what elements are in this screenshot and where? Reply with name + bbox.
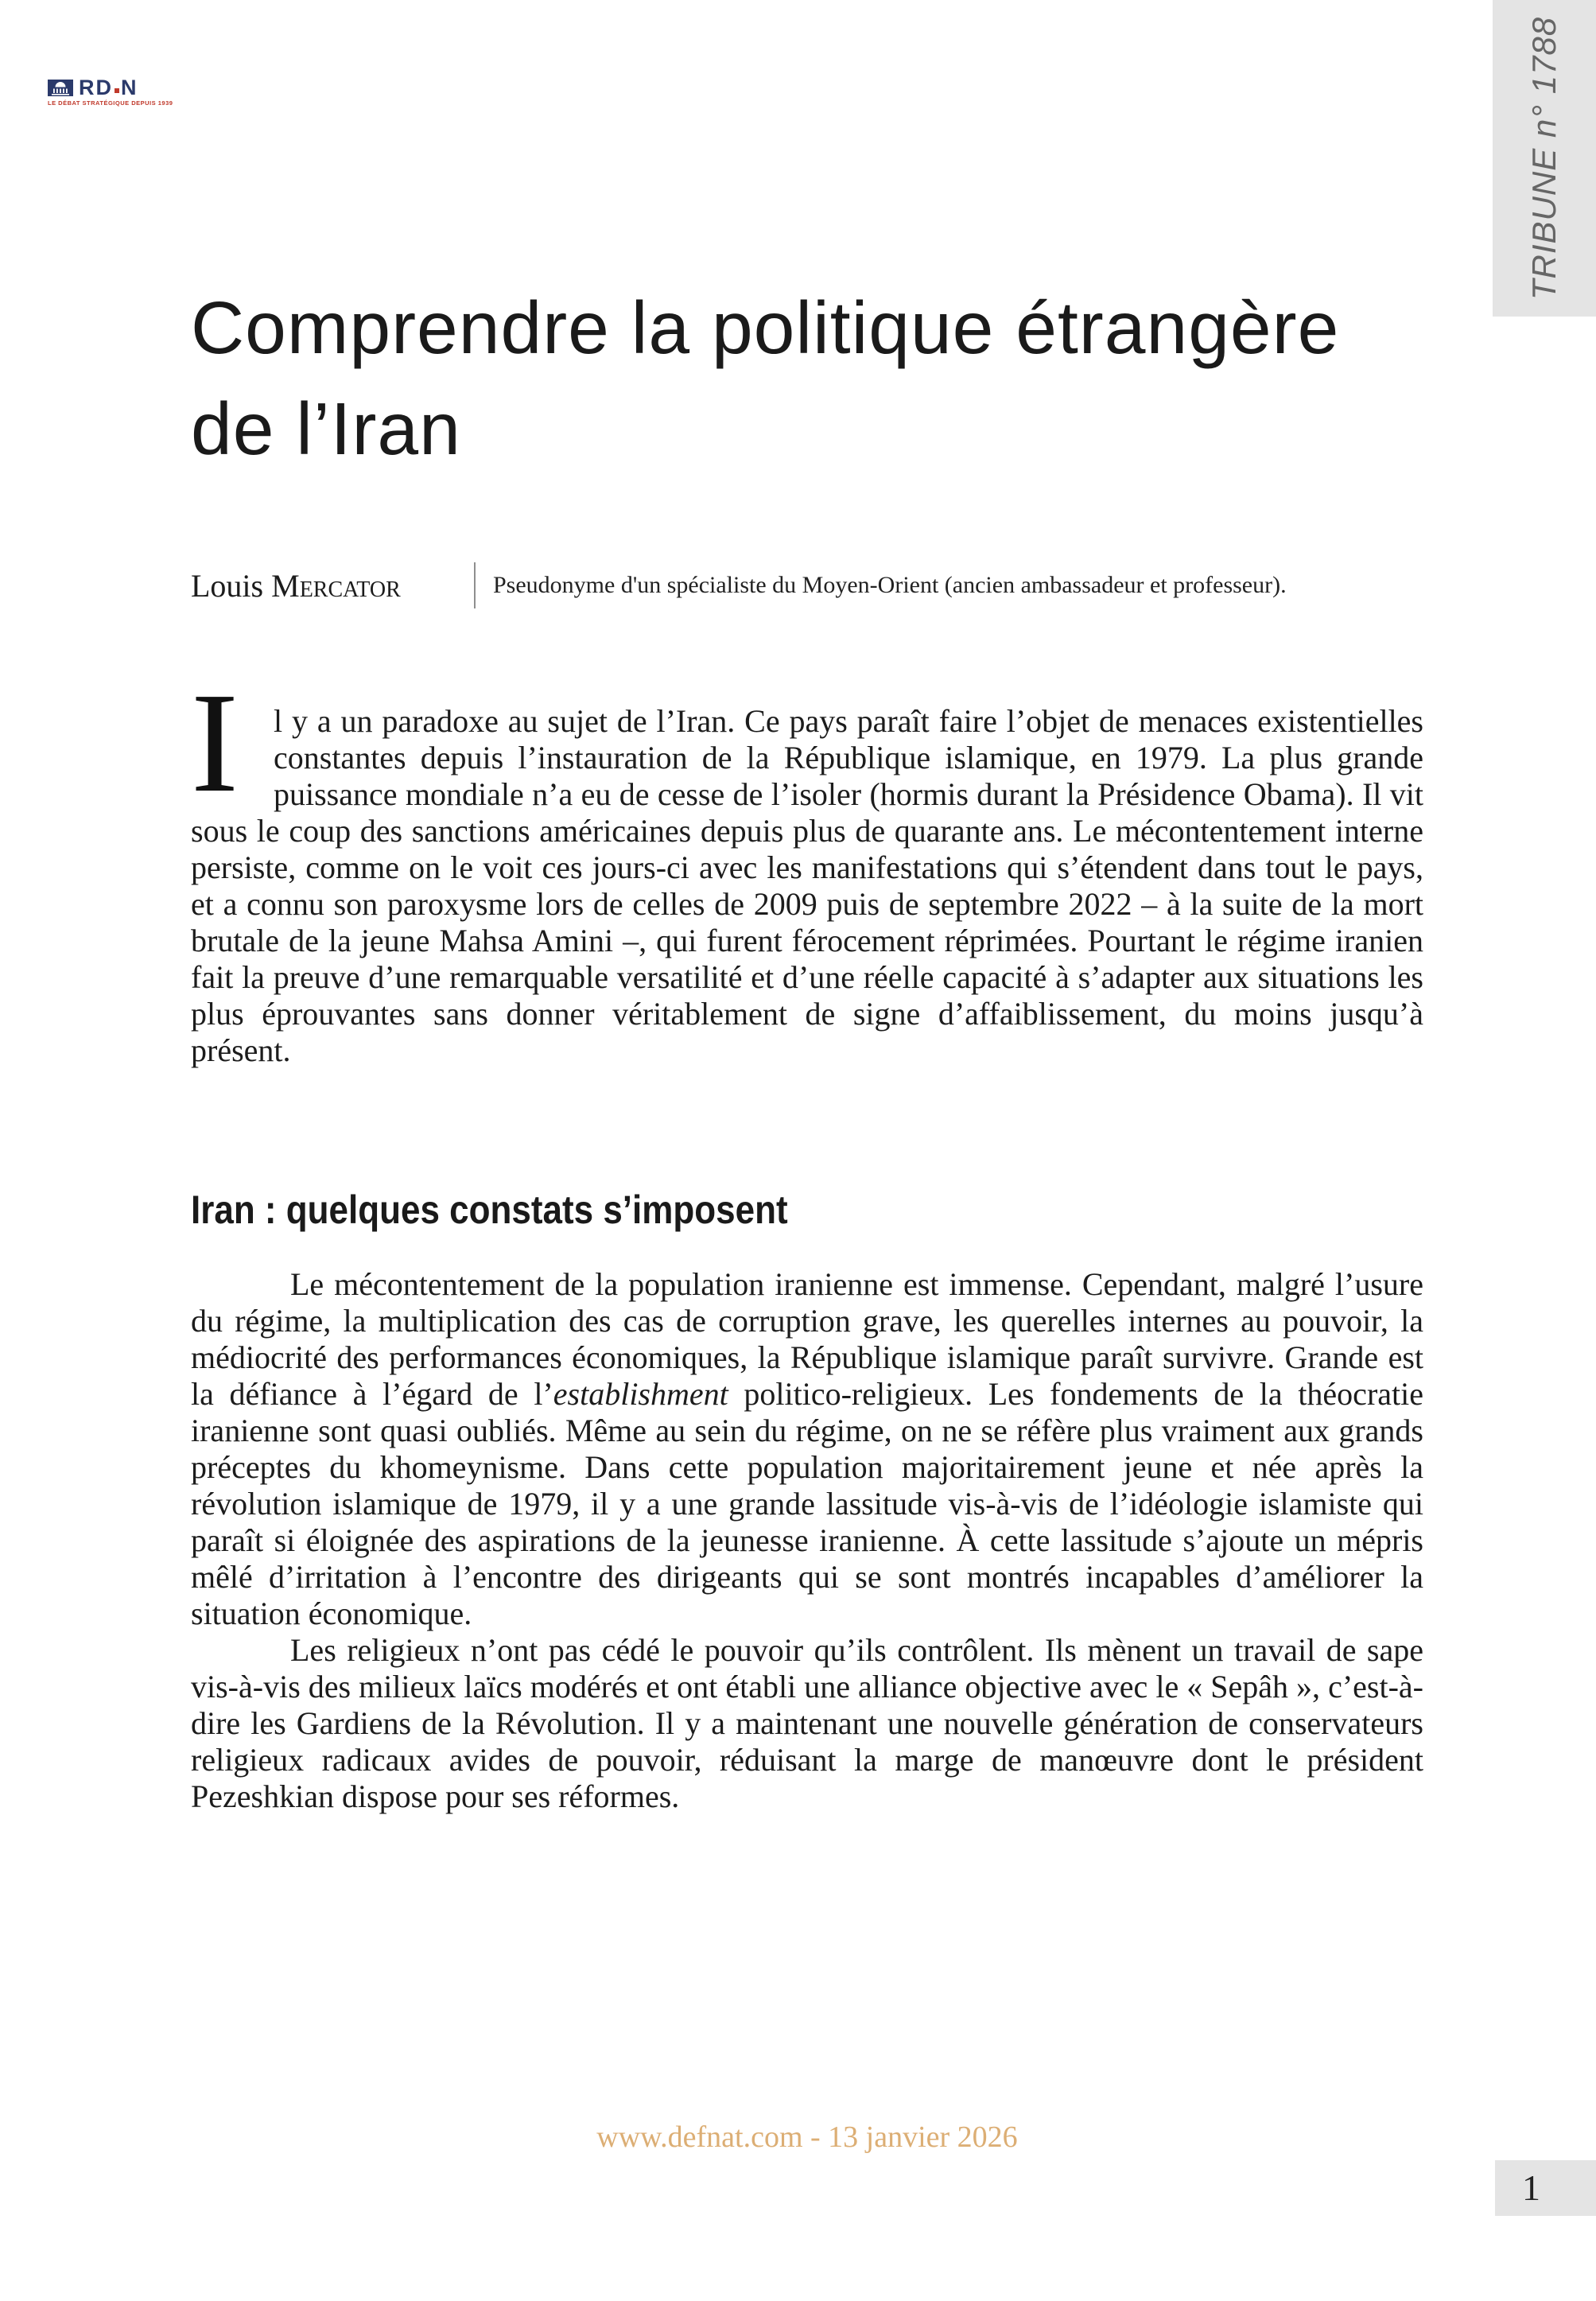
- rdn-brand-text: [79, 76, 138, 99]
- author-strip: [191, 557, 1431, 614]
- tribune-banner: [1493, 0, 1596, 317]
- text-run: politico-religieux. Les fondements de la théocratie iranienne sont quasi oubliés. Même au sein du régime, on ne se réfère plus vraiment aux grands préceptes du khomeynisme. Dans cette population majoritairement jeune et née après la révolution islamique de 1979, il y a une grande lassitude vis-à-vis de l’idéologie islamiste qui paraît si éloignée des aspirations de la jeunesse iranienne. À cette lassitude s’ajoute un mépris mêlé d’irritation à l’encontre des dirigeants qui se sont montrés incapables d’améliorer la situation économique.: [191, 1376, 1423, 1631]
- page-number: 1: [1522, 2167, 1540, 2208]
- section-heading: Iran : quelques constats s’imposent: [191, 1187, 788, 1232]
- author-divider: [474, 562, 476, 608]
- text-run: Les religieux n’ont pas cédé le pouvoir qu’ils contrôlent. Ils mènent un travail de sape vis-à-vis des milieux laïcs modérés et ont établi une alliance objective avec le « Sepâh », c’est-à-dire les Gardiens de la Révolution. Il y a maintenant une nouvelle génération de conservateurs religieux radicaux avides de pouvoir, réduisant la marge de manœuvre dont le président Pezeshkian dispose pour ses réformes.: [191, 1632, 1423, 1814]
- author-name: [191, 567, 474, 604]
- article-title: Comprendre la politique étrangère de l’Iran: [191, 286, 1340, 470]
- rdn-tagline: LE DÉBAT STRATÉGIQUE DEPUIS 1939: [48, 99, 173, 107]
- author-bio: Pseudonyme d'un spécialiste du Moyen-Orient (ancien ambassadeur et professeur).: [493, 572, 1287, 598]
- rdn-red-dot-icon: [115, 88, 119, 93]
- author-first-name: Louis: [191, 567, 264, 604]
- rdn-logo: [48, 76, 173, 107]
- page-number-box: [1495, 2160, 1596, 2216]
- rdn-brand-row: [48, 76, 173, 99]
- rdn-brand-suffix: N: [121, 76, 138, 99]
- body-paragraph: [191, 663, 1423, 1069]
- author-last-name: Mercator: [271, 567, 401, 604]
- tribune-number-label: TRIBUNE n° 1788: [1525, 16, 1563, 301]
- drop-cap: I: [191, 663, 239, 822]
- rdn-brand-prefix: RD: [79, 76, 113, 99]
- text-run: Le mécontentement de la population iranienne est immense. Cependant, malgré l’usure du régime, la multiplication des cas de corruption grave, les querelles internes au pouvoir, la médiocrité des performances économiques, la République islamique paraît survivre. Grande est la défiance à l’égard de l’: [191, 1266, 1423, 1412]
- body-paragraph: [191, 1266, 1423, 1632]
- text-run: l y a un paradoxe au sujet de l’Iran. Ce pays paraît faire l’objet de menaces existentielles constantes depuis l’instauration de la République islamique, en 1979. La plus grande puissance mondiale n’a eu de cesse de l’isoler (hormis durant la Présidence Obama). Il vit sous le coup des sanctions américaines depuis plus de quarante ans. Le mécontentement interne persiste, comme on le voit ces jours-ci avec les manifestations qui s’étendent dans tout le pays, et a connu son paroxysme lors de celles de 2009 puis de septembre 2022 – à la suite de la mort brutale de la jeune Mahsa Amini –, qui furent férocement réprimées. Pourtant le régime iranien fait la preuve d’une remarquable versatilité et d’une réelle capacité à s’adapter aux situations les plus éprouvantes sans donner véritablement de signe d’affaiblissement, du moins jusqu’à présent.: [191, 703, 1423, 1068]
- italic-run: establishment: [553, 1376, 728, 1412]
- footer-publication-line: www.defnat.com - 13 janvier 2026: [596, 2120, 1018, 2154]
- article-body: [191, 663, 1423, 1815]
- body-paragraph: [191, 1632, 1423, 1815]
- rdn-building-icon: [48, 80, 73, 96]
